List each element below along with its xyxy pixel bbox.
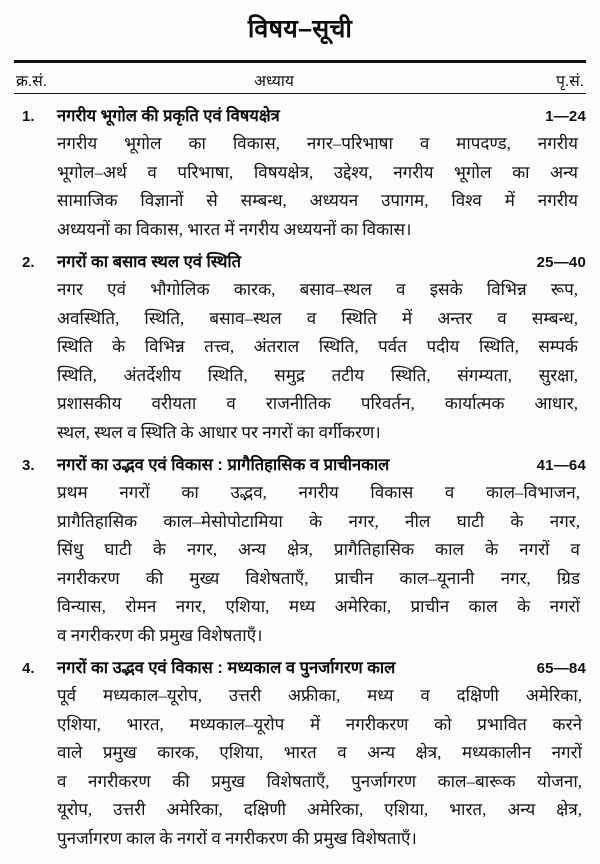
toc-entry-description bbox=[57, 276, 578, 447]
toc-entry-page-range: 25—40 bbox=[536, 254, 586, 272]
toc-entry[interactable] bbox=[14, 103, 586, 244]
toc-entry-heading[interactable] bbox=[14, 452, 586, 479]
toc-entry-title[interactable]: नगरीय भूगोल की प्रकृति एवं विषयक्षेत्र bbox=[57, 107, 280, 126]
toc-entry-description-line: व नगरीकरण की प्रमुख विशेषताएँ। bbox=[57, 625, 263, 645]
toc-entry-title[interactable]: नगरों का उद्भव एवं विकास : प्रागैतिहासिक व प्राचीनकाल bbox=[57, 456, 390, 475]
toc-entry-description-line: सामाजिक विज्ञानों से सम्बन्ध, अध्ययन उपागम, विश्व में नगरीय bbox=[57, 191, 578, 211]
toc-entry-description-line: नगरीकरण की मुख्य विशेषताएँ, प्राचीन काल–यूनानी नगर, ग्रिड bbox=[57, 568, 580, 588]
toc-entry-description-line: स्थिति के विभिन्न तत्त्व, अंतराल स्थिति, पर्वत पदीय स्थिति, सम्पर्क bbox=[57, 337, 578, 357]
toc-entry-page-range: 65—84 bbox=[536, 660, 586, 678]
toc-entry-page-range: 41—64 bbox=[536, 457, 586, 475]
toc-entry-heading[interactable] bbox=[14, 655, 586, 682]
toc-entry-title[interactable]: नगरों का बसाव स्थल एवं स्थिति bbox=[57, 253, 242, 272]
column-header-page: पृ.सं. bbox=[556, 72, 584, 90]
toc-entry-number: 4. bbox=[22, 660, 35, 678]
toc-entry-description-line: भूगोल–अर्थ व परिभाषा, विषयक्षेत्र, उद्देश्य, नगरीय भूगोल का अन्य bbox=[57, 162, 578, 182]
column-header-serial: क्र.सं. bbox=[16, 72, 47, 90]
toc-entry[interactable] bbox=[14, 655, 586, 853]
toc-entry-description-line: प्रथम नगरों का उद्भव, नगरीय विकास व काल–विभाजन, bbox=[57, 483, 580, 503]
table-column-headers bbox=[14, 63, 586, 93]
toc-entry-description bbox=[57, 682, 582, 853]
toc-entry-title[interactable]: नगरों का उद्भव एवं विकास : मध्यकाल व पुनर्जागरण काल bbox=[57, 659, 396, 678]
toc-entry-description-line: नगरीय भूगोल का विकास, नगर–परिभाषा व मापदण्ड, नगरीय bbox=[57, 134, 578, 154]
toc-entry-description-line: स्थल, स्थल व स्थिति के आधार पर नगरों का वर्गीकरण। bbox=[57, 422, 381, 442]
toc-entry-description-line: पुनर्जागरण काल के नगरों व नगरीकरण की प्रमुख विशेषताएँ। bbox=[57, 828, 417, 848]
toc-entry-heading[interactable] bbox=[14, 249, 586, 276]
toc-entry-number: 3. bbox=[22, 457, 35, 475]
toc-entry-description-line: एशिया, भारत, मध्यकाल–यूरोप में नगरीकरण को प्रभावित करने bbox=[57, 714, 582, 734]
toc-entry-number: 1. bbox=[22, 108, 35, 126]
toc-entry-description-line: अवस्थिति, स्थिति, बसाव–स्थल व स्थिति में अन्तर व सम्बन्ध, bbox=[57, 308, 578, 328]
toc-entry-description-line: प्रागैतिहासिक काल–मेसोपोटामिया के नगर, नील घाटी के नगर, bbox=[57, 511, 580, 531]
toc-entry-description-line: वाले प्रमुख कारक, एशिया, भारत व अन्य क्षेत्र, मध्यकालीन नगरों bbox=[57, 743, 582, 763]
toc-entry-description bbox=[57, 130, 578, 244]
toc-entry-description-line: अध्ययनों का विकास, भारत में नगरीय अध्ययनों का विकास। bbox=[57, 219, 412, 239]
toc-entry-description-line: पूर्व मध्यकाल–यूरोप, उत्तरी अफ्रीका, मध्य व दक्षिणी अमेरिका, bbox=[57, 686, 582, 706]
toc-entry-description-line: प्रशासकीय वरीयता व राजनीतिक परिवर्तन, कार्यात्मक आधार, bbox=[57, 394, 578, 414]
toc-entry-heading[interactable] bbox=[14, 103, 586, 130]
toc-entry-description-line: यूरोप, उत्तरी अमेरिका, दक्षिणी अमेरिका, एशिया, भारत, अन्य क्षेत्र, bbox=[57, 800, 582, 820]
page-title: विषय–सूची bbox=[247, 15, 353, 43]
toc-entry-page-range: 1—24 bbox=[545, 108, 586, 126]
column-header-chapter: अध्याय bbox=[254, 72, 294, 90]
toc-entry-number: 2. bbox=[22, 254, 35, 272]
toc-entry-description-line: स्थिति, अंतर्देशीय स्थिति, समुद्र तटीय स्थिति, संगम्यता, सुरक्षा, bbox=[57, 365, 578, 385]
toc-entry-description-line: व नगरीकरण की प्रमुख विशेषताएँ, पुनर्जागरण काल–बारूक योजना, bbox=[57, 771, 582, 791]
toc-entry-description bbox=[57, 479, 580, 650]
toc-entry[interactable] bbox=[14, 452, 586, 650]
toc-entry-description-line: सिंधु घाटी के नगर, अन्य क्षेत्र, प्रागैतिहासिक काल के नगरों व bbox=[57, 540, 580, 560]
toc-entry[interactable] bbox=[14, 249, 586, 447]
toc-entry-description-line: विन्यास, रोमन नगर, एशिया, मध्य अमेरिका, प्राचीन काल के नगरों bbox=[57, 597, 580, 617]
toc-entry-list bbox=[14, 94, 586, 853]
toc-entry-description-line: नगर एवं भौगोलिक कारक, बसाव–स्थल व इसके विभिन्न रूप, bbox=[57, 280, 578, 300]
